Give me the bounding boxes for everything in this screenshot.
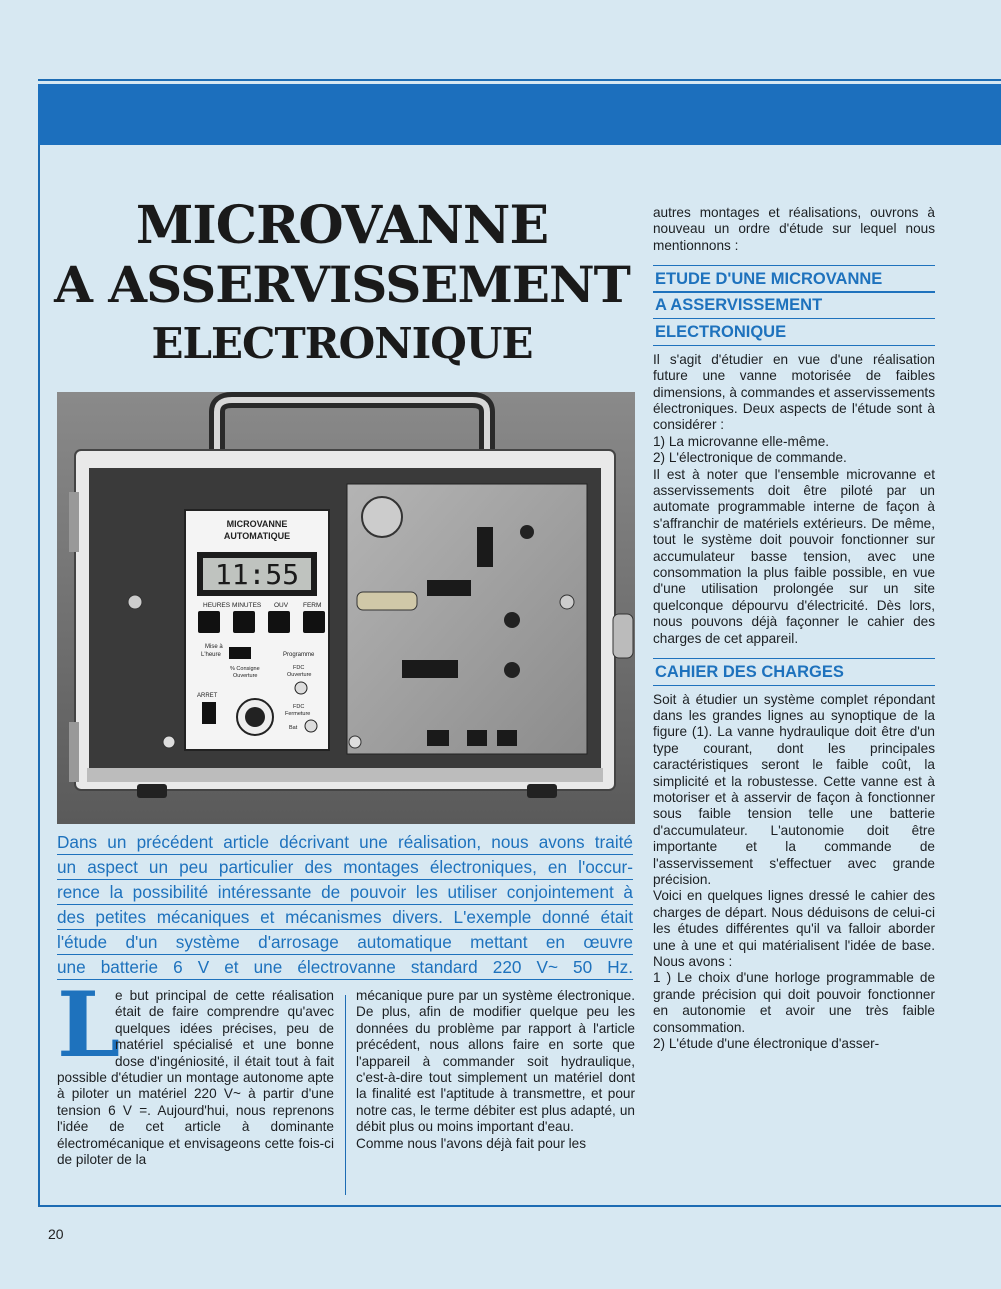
col3-s1-item-2: 2) L'électronique de commande. — [653, 450, 847, 466]
fdc-ferm-label-1: FDC — [293, 704, 305, 710]
col3-s2-paragraph-2: Voici en quelques lignes dressé le cahier des charges de départ. Nous déduisons de celui-ci les études différentes qu'il va falloir aborder une à une et qui matérialisent l'idée de base. Nous avons : — [653, 888, 935, 970]
col3-s2-paragraph-1: Soit à étudier un système complet répondant dans les grandes lignes au synoptique de la figure (1). La vanne hydraulique doit être d'un type courant, dont les principales caractéristiques seront le faible coût, la simplicité et la robustesse. Cette vanne est à motoriser et à asservir de façon à fonctionner sous faible tension telle une batterie d'accumulateur. L'autonomie doit être importante et la commande de l'asservissement s'effectuer avec grande précision. — [653, 691, 935, 887]
programme-label: Programme — [283, 652, 315, 658]
column-separator — [345, 995, 346, 1195]
lead-line: une batterie 6 V et une électrovanne standard 220 V~ 50 Hz. — [57, 955, 633, 980]
section-heading-line: CAHIER DES CHARGES — [653, 658, 935, 686]
section-heading-line: ETUDE D'UNE MICROVANNE — [653, 265, 935, 293]
l-heure-label: L'heure — [201, 652, 221, 658]
panel-title-2: AUTOMATIQUE — [223, 531, 291, 541]
bat-label: Bat — [289, 725, 298, 731]
title-line-3: ELECTRONIQUE — [151, 319, 533, 368]
col1-paragraph — [57, 972, 334, 1168]
btn-label-ferm: FERM — [303, 602, 322, 609]
col3-s2-item-1: 1 ) Le choix d'une horloge programmable de grande précision qui doit pouvoir fonctionner en autonomie et avoir une très faible consommation. — [653, 970, 935, 1035]
drop-cap: L — [57, 972, 121, 1078]
col2-paragraph-2: Comme nous l'avons déjà fait pour les — [356, 1135, 587, 1151]
title-line-2: A ASSERVISSEMENT — [54, 255, 630, 314]
fdc-ferm-label-2: Fermeture — [285, 711, 311, 717]
section-heading-etude — [653, 265, 935, 346]
lead-line: un aspect un peu particulier des montages électroniques, en l'occur- — [57, 855, 633, 880]
top-rule — [38, 79, 1001, 81]
fdc-ouv-label-2: Ouverture — [287, 672, 312, 678]
section-heading-cahier — [653, 658, 935, 686]
arret-label: ARRET — [197, 693, 218, 699]
fdc-ouverture-led — [295, 682, 307, 694]
btn-label-ouv: OUV — [274, 602, 289, 609]
column-3 — [653, 205, 935, 1052]
ouv-button — [268, 611, 290, 633]
col3-intro: autres montages et réalisations, ouvrons à nouveau un ordre d'étude sur lequel nous mentionnons : — [653, 205, 935, 253]
fdc-ouv-label-1: FDC — [293, 665, 305, 671]
col3-s2-item-2: 2) L'étude d'une électronique d'asser- — [653, 1036, 880, 1052]
consigne-label-2: Ouverture — [233, 673, 258, 679]
ferm-button — [303, 611, 325, 633]
arret-switch — [202, 702, 216, 724]
lead-line: des petites mécaniques et mécanismes divers. L'exemple donné était — [57, 905, 633, 930]
column-2 — [356, 988, 635, 1152]
mise-a-label: Mise à — [205, 644, 223, 650]
col1-text: e but principal de cette réalisation était de faire comprendre qu'avec quelques idées précises, peu de matériel spécialisé et une bonne dose d'ingéniosité, il était tout à fait possible d'étudier un montage autonome apte à piloter un matériel 220 V~ à partir d'une tension 6 V =. Aujourd'hui, nous reprenons l'idée de cet article à dominante électromécanique et envisageons cette fois-ci de piloter de la — [57, 988, 334, 1168]
programme-switch — [229, 647, 251, 659]
article-title — [52, 195, 632, 372]
device-photo — [57, 392, 635, 824]
col3-s1-paragraph-1: Il s'agit d'étudier en vue d'une réalisation future une vanne motorisée de faibles dimensions, à commandes et asservissements électroniques. Deux aspects de l'étude sont à considérer : — [653, 351, 935, 433]
column-1 — [57, 972, 334, 1168]
lead-line: l'étude d'un système d'arrosage automatique mettant en œuvre — [57, 930, 633, 955]
device-illustration — [57, 392, 635, 824]
consigne-label-1: % Consigne — [230, 666, 260, 672]
btn-label-heures: HEURES — [203, 602, 231, 609]
col3-s1-item-1: 1) La microvanne elle-même. — [653, 433, 830, 449]
lead-line: rence la possibilité intéressante de pouvoir les utiliser conjointement à — [57, 880, 633, 905]
page-number: 20 — [48, 1226, 64, 1242]
header-band — [38, 84, 1001, 145]
section-heading-line: ELECTRONIQUE — [653, 318, 935, 346]
lead-paragraph — [57, 830, 633, 980]
col2-paragraph-1: mécanique pure par un système électronique. De plus, afin de modifier quelque peu les données du problème par rapport à l'article précédent, nous allons faire en sorte que l'appareil à commander soit hydraulique, c'est-à-dire tout simplement un matériel dont la finalité est l'aptitude à transmettre, et pour notre cas, le terme débiter est plus adapté, un débit plus ou moins important d'eau. — [356, 988, 635, 1135]
lcd-display: 11:55 — [214, 558, 300, 591]
title-line-1: MICROVANNE — [135, 195, 549, 256]
heures-button — [198, 611, 220, 633]
minutes-button — [233, 611, 255, 633]
panel-title-1: MICROVANNE — [226, 519, 288, 529]
bat-led — [305, 720, 317, 732]
lead-line: Dans un précédent article décrivant une réalisation, nous avons traité — [57, 830, 633, 855]
btn-label-minutes: MINUTES — [232, 602, 262, 609]
col3-s1-paragraph-2: Il est à noter que l'ensemble microvanne et asservissements doit être piloté par un automate programmable interne de façon à s'affranchir de matériels extérieurs. De même, tout le système doit pouvoir fonctionner sur accumulateur basse tension, avec une consommation la plus faible possible, en vue d'une utilisation prolongée sur un site quelconque dépourvu d'électricité. Dès lors, nous pouvons déjà façonner le cahier des charges de cet appareil. — [653, 466, 935, 646]
section-heading-line: A ASSERVISSEMENT — [653, 291, 935, 319]
